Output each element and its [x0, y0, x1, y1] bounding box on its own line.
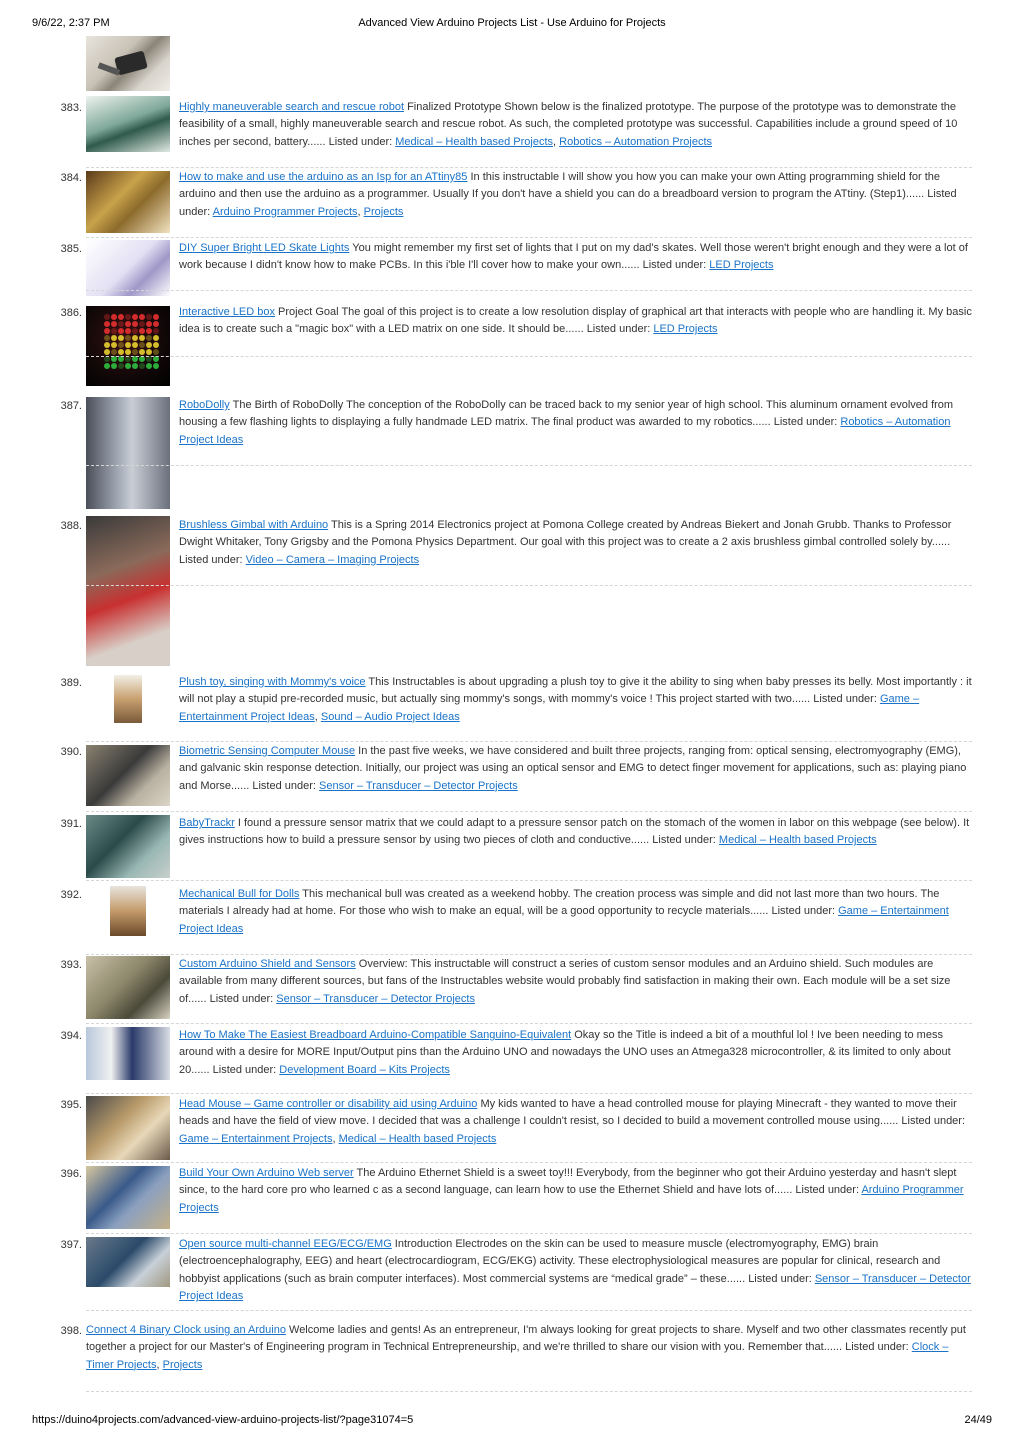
listed-under-label: Listed under:	[179, 553, 246, 566]
project-title-link[interactable]: Mechanical Bull for Dolls	[179, 888, 300, 900]
listed-under-label: Listed under:	[845, 1341, 912, 1354]
item-divider	[86, 1023, 972, 1024]
item-text	[179, 304, 972, 339]
category-link[interactable]: Game – Entertainment Project Ideas	[179, 905, 949, 935]
project-thumbnail[interactable]	[86, 956, 170, 1019]
project-thumbnail[interactable]	[86, 1096, 170, 1160]
item-text	[179, 886, 972, 938]
project-title-link[interactable]: How To Make The Easiest Breadboard Arduino-Compatible Sanguino-Equivalent	[179, 1029, 572, 1041]
item-text: How to make and use the arduino as an Isp for an ATtiny85 In this instructable I will show you how you can make your own Atting programming shield for the arduino and then use the arduino as a programmer. Usually If you don't have a shield you can do a breadboard version to program the ATtiny. (Step1)...... Listed under: Arduino Programmer Projects, Projects	[179, 171, 957, 218]
item-divider	[86, 167, 972, 168]
project-description: I found a pressure sensor matrix that we could adapt to a pressure sensor patch on the stomach of the women in labor on this webpage (see below). It gives instructions how to build a pressure sensor by using two pieces of cloth and conductive......	[179, 817, 970, 847]
project-thumbnail[interactable]	[86, 306, 170, 386]
project-title-link[interactable]: Connect 4 Binary Clock using an Arduino	[86, 1324, 286, 1336]
listed-under-label: Listed under:	[252, 779, 320, 792]
item-text	[179, 240, 972, 275]
project-thumbnail[interactable]	[86, 815, 170, 878]
listed-under-label: Listed under:	[748, 1272, 815, 1285]
project-title-link[interactable]: Interactive LED box	[179, 306, 275, 318]
listed-under-label: Listed under:	[771, 905, 839, 918]
print-url: https://duino4projects.com/advanced-view-arduino-projects-list/?page31074=5	[32, 1414, 414, 1426]
project-description: Welcome ladies and gents! As an entrepreneur, I'm always looking for great projects to share. Myself and two other classmates recently put together a project for our Master's of Engineering program in Technical Entrepreneurship, and we're thrilled to share our vision with you. Remember that......	[86, 1324, 966, 1354]
item-number: 388.	[60, 520, 82, 532]
project-thumbnail[interactable]	[86, 516, 170, 666]
listed-under-label: Listed under:	[773, 416, 841, 429]
category-link[interactable]: Projects	[162, 1358, 203, 1371]
project-description: You might remember my first set of lights that I put on my dad's skates. Well those weren't bright enough and they were a lot of work because I didn't know how to make PCBs. In this i'ble I'll cover how to make your own......	[179, 242, 968, 272]
item-number: 386.	[60, 307, 82, 319]
project-title-link[interactable]: BabyTrackr	[179, 817, 235, 829]
item-number: 390.	[60, 746, 82, 758]
category-link[interactable]: Medical – Health based Projects	[395, 135, 554, 148]
item-text	[179, 397, 972, 449]
project-thumbnail[interactable]	[86, 1166, 170, 1229]
project-thumbnail[interactable]	[86, 1237, 170, 1287]
item-text	[179, 815, 972, 850]
category-link[interactable]: LED Projects	[709, 259, 774, 272]
project-title-link[interactable]: Brushless Gimbal with Arduino	[179, 519, 329, 531]
item-number: 385.	[60, 243, 82, 255]
item-text: Head Mouse – Game controller or disability aid using Arduino My kids wanted to have a head controlled mouse for playing Minecraft - they wanted to move their heads and have the field of view move. I decided that was a challenge I couldn't resist, so I decided to build a movement controlled mouse using...... Listed under: Game – Entertainment Projects, Medical – Health based Projects	[179, 1098, 966, 1145]
project-description: Introduction Electrodes on the skin can be used to measure muscle (electromyography, EMG) brain (electroencephalography, EEG) and heart (electrocardiogram, ECG/EKG) activity. These electrophysiological measures are popular for clinical, research and hobbyist applications (such as brain computer interfaces). Most commercial systems are “medical grade” – these......	[179, 1238, 941, 1285]
listed-under-label: Listed under:	[795, 1184, 862, 1197]
project-thumbnail[interactable]	[86, 171, 170, 233]
project-title-link[interactable]: How to make and use the arduino as an Isp for an ATtiny85	[179, 171, 468, 183]
item-divider	[86, 880, 972, 881]
category-link[interactable]: Medical – Health based Projects	[718, 834, 877, 847]
item-number: 384.	[60, 172, 82, 184]
item-number: 394.	[60, 1030, 82, 1042]
project-title-link[interactable]: DIY Super Bright LED Skate Lights	[179, 242, 350, 254]
item-divider	[86, 585, 972, 586]
item-text: Highly maneuverable search and rescue robot Finalized Prototype Shown below is the finalized prototype. The purpose of the prototype was to demonstrate the feasibility of a small, highly maneuverable search and rescue robot. As such, the completed prototype was successful. Capabilities include a ground speed of 10 inches per second, battery...... Listed under: Medical – Health based Projects, Robotics – Automation Projects	[179, 101, 958, 148]
project-thumbnail[interactable]	[110, 886, 146, 936]
project-description: This is a Spring 2014 Electronics project at Pomona College created by Andreas Biekert and Jonah Grubb. Thanks to Professor Dwight Whitaker, Tony Grigsby and the Pomona Physics Department. Our goal with this project was to create a 2 axis brushless gimbal controlled solely by......	[179, 519, 952, 549]
category-link[interactable]: Video – Camera – Imaging Projects	[245, 553, 420, 566]
item-text	[179, 743, 972, 795]
project-description: The Arduino Ethernet Shield is a sweet toy!!! Everybody, from the beginner who got their Arduino yesterday and hasn't slept since, to the hard core pro who learned c as a second language, can learn how to use the Ethernet Shield and have lots of......	[179, 1167, 957, 1197]
project-title-link[interactable]: Head Mouse – Game controller or disability aid using Arduino	[179, 1098, 478, 1110]
project-title-link[interactable]: Biometric Sensing Computer Mouse	[179, 745, 356, 757]
project-thumbnail-previous[interactable]	[86, 36, 170, 91]
item-text	[179, 1165, 972, 1217]
item-text: Plush toy, singing with Mommy's voice This Instructables is about upgrading a plush toy to give it the ability to sing when baby presses its belly. Most importantly : it will not play a stupid pre-recorded music, but actually sing mommy's songs, with mommy's voice ! This project started with two...... Listed under: Game – Entertainment Project Ideas, Sound – Audio Project Ideas	[179, 676, 972, 723]
item-number: 387.	[60, 400, 82, 412]
listed-under-label: Listed under:	[813, 693, 880, 706]
project-description: Okay so the Title is indeed a bit of a mouthful lol ! Ive been needing to mess around with a desire for MORE Input/Output pins than the Arduino UNO and nowadays the UNO uses an Atmega328 microcontroller, & its limited to only about 20......	[179, 1029, 951, 1076]
project-description: Finalized Prototype Shown below is the finalized prototype. The purpose of the prototype was to demonstrate the feasibility of a small, highly maneuverable search and rescue robot. As such, the completed prototype was successful. Capabilities include a ground speed of 10 inches per second, battery......	[179, 101, 958, 148]
project-title-link[interactable]: Open source multi-channel EEG/ECG/EMG	[179, 1238, 392, 1250]
item-text	[179, 1027, 972, 1079]
item-divider	[86, 1162, 972, 1163]
category-link[interactable]: Game – Entertainment Projects	[179, 1132, 333, 1145]
print-datetime: 9/6/22, 2:37 PM	[32, 17, 110, 29]
project-thumbnail[interactable]	[86, 397, 170, 509]
project-thumbnail[interactable]	[86, 96, 170, 152]
category-link[interactable]: Development Board – Kits Projects	[279, 1063, 450, 1076]
item-text	[179, 1236, 972, 1306]
project-description: In this instructable I will show you how you can make your own Atting programming shield for the arduino and then use the arduino as a programmer. Usually If you don't have a shield you can do a breadboard version to program the ATtiny. (Step1)......	[179, 171, 941, 201]
listed-under-label: Listed under:	[209, 992, 277, 1005]
item-number: 389.	[60, 677, 82, 689]
print-header	[0, 0, 1024, 30]
listed-under-label: Listed under:	[642, 259, 710, 272]
project-description: This mechanical bull was created as a weekend hobby. The creation process was simple and did not last more than two hours. The materials I already had at home. For those who wish to make an equal, will be a good opportunity to recycle materials......	[179, 888, 940, 918]
item-text	[179, 956, 972, 1008]
item-number: 396.	[60, 1168, 82, 1180]
item-number: 383.	[60, 102, 82, 114]
item-number: 395.	[60, 1099, 82, 1111]
item-number: 393.	[60, 959, 82, 971]
project-title-link[interactable]: Plush toy, singing with Mommy's voice	[179, 676, 366, 688]
listed-under-label: Listed under:	[179, 188, 957, 218]
item-divider	[86, 1391, 972, 1392]
item-divider	[86, 1233, 972, 1234]
listed-under-label: Listed under:	[328, 135, 396, 148]
project-thumbnail[interactable]	[86, 240, 170, 296]
project-description: My kids wanted to have a head controlled mouse for playing Minecraft - they wanted to move their heads and have the field of view move. I decided that was a challenge I couldn't resist, so I decided to build a movement controlled mouse using......	[179, 1098, 957, 1128]
project-description: Project Goal The goal of this project is to create a low resolution display of graphical art that interacts with people who are handling it. My basic idea is to create such a "magic box" with a LED matrix on one side. It should be......	[179, 306, 972, 336]
category-link[interactable]: Projects	[363, 205, 404, 218]
item-divider	[86, 290, 972, 291]
item-number: 398.	[60, 1325, 82, 1337]
project-description: Overview: This instructable will construct a series of custom sensor modules and an Arduino shield. Such modules are available from many different sources, but fans of the Instructables website would probably find satisfaction in making their own. Each module will be a set size of......	[179, 958, 951, 1005]
category-link[interactable]: Robotics – Automation Project Ideas	[179, 416, 951, 446]
project-description: In the past five weeks, we have considered and built three projects, ranging from: optical sensing, electromyography (EMG), and galvanic skin response detection. Initially, our project was using an optical sensor and EMG to detect finger movement for applications, such as: playing piano and Morse......	[179, 745, 967, 792]
item-text: Connect 4 Binary Clock using an Arduino Welcome ladies and gents! As an entrepreneur, I'm always looking for great projects to share. Myself and two other classmates recently put together a project for our Master's of Engineering program in Technical Entrepreneurship, and we're thrilled to share our vision with you. Remember that...... Listed under: Clock – Timer Projects, Projects	[86, 1324, 966, 1371]
category-link[interactable]: Arduino Programmer Projects	[212, 205, 358, 218]
item-divider	[86, 1310, 972, 1311]
project-description: This Instructables is about upgrading a plush toy to give it the ability to sing when baby presses its belly. Most importantly : it will not play a stupid pre-recorded music, but actually sing mommy's songs, with mommy's voice ! This project started with two......	[179, 676, 972, 706]
item-divider	[86, 954, 972, 955]
print-title: Advanced View Arduino Projects List - Use Arduino for Projects	[358, 17, 666, 29]
listed-under-label: Listed under:	[212, 1063, 280, 1076]
listed-under-label: Listed under:	[901, 1115, 966, 1128]
item-divider	[86, 237, 972, 238]
category-link[interactable]: Sensor – Transducer – Detector Project Ideas	[179, 1272, 971, 1303]
item-number: 397.	[60, 1239, 82, 1251]
project-thumbnail[interactable]	[86, 745, 170, 806]
listed-under-label: Listed under:	[652, 834, 719, 847]
category-link[interactable]: Robotics – Automation Projects	[559, 135, 712, 148]
item-divider	[86, 465, 972, 466]
print-page-number: 24/49	[964, 1414, 992, 1426]
project-title-link[interactable]: Custom Arduino Shield and Sensors	[179, 958, 356, 970]
category-link[interactable]: Sensor – Transducer – Detector Projects	[319, 779, 518, 792]
item-number: 391.	[60, 818, 82, 830]
item-divider	[86, 811, 972, 812]
category-link[interactable]: Medical – Health based Projects	[338, 1132, 497, 1145]
project-thumbnail[interactable]	[86, 1027, 170, 1080]
item-divider	[86, 1093, 972, 1094]
category-link[interactable]: Sensor – Transducer – Detector Projects	[276, 992, 475, 1005]
item-divider	[86, 356, 972, 357]
project-thumbnail[interactable]	[114, 675, 142, 723]
project-title-link[interactable]: Highly maneuverable search and rescue robot	[179, 101, 405, 113]
item-divider	[86, 741, 972, 742]
category-link[interactable]: Sound – Audio Project Ideas	[320, 710, 460, 723]
category-link[interactable]: Game – Entertainment Project Ideas	[179, 693, 920, 723]
category-link[interactable]: Arduino Programmer Projects	[179, 1184, 964, 1214]
item-text	[179, 517, 972, 569]
category-link[interactable]: Clock – Timer Projects	[86, 1341, 949, 1371]
project-title-link[interactable]: Build Your Own Arduino Web server	[179, 1167, 354, 1179]
listed-under-label: Listed under:	[586, 323, 654, 336]
project-description: The Birth of RoboDolly The conception of the RoboDolly can be traced back to my senior year of high school. This aluminum ornament evolved from housing a few flashing lights to displaying a fully handmade LED matrix. The final product was awarded to my robotics......	[179, 399, 954, 429]
item-number: 392.	[60, 889, 82, 901]
project-title-link[interactable]: RoboDolly	[179, 399, 230, 411]
category-link[interactable]: LED Projects	[653, 323, 718, 336]
